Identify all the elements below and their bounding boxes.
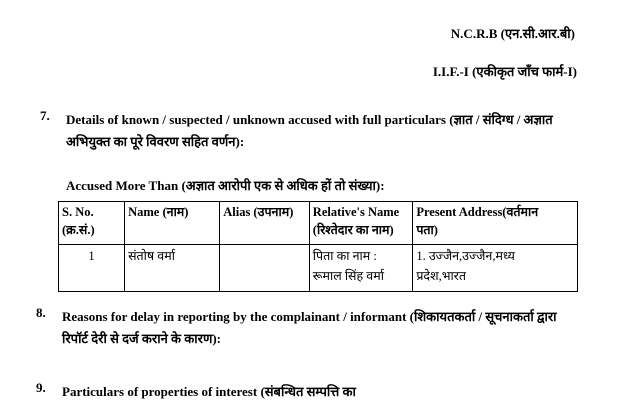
row-address-line-1: 1. उज्जैन,उज्जैन,मध्य bbox=[416, 249, 515, 263]
section-7-line-2: अभियुक्त का पूरे विवरण सहित वर्णन): bbox=[66, 134, 245, 149]
section-8-number: 8. bbox=[36, 305, 46, 320]
header-address-line-2: पता) bbox=[416, 223, 438, 237]
accused-more-than-label: Accused More Than (अज्ञात आरोपी एक से अधिक हों तो संख्या): bbox=[66, 178, 385, 193]
section-7-heading bbox=[66, 109, 553, 153]
form-title: I.I.F.-I (एकीकृत जाँच फार्म-I) bbox=[432, 64, 577, 79]
header-relative-en: Relative's Name bbox=[312, 205, 400, 219]
row-relative bbox=[309, 245, 413, 292]
header-name: Name (नाम) bbox=[125, 202, 220, 245]
header-relative bbox=[309, 202, 413, 245]
row-relative-line-2: रूमाल सिंह वर्मा bbox=[312, 269, 384, 283]
table-row bbox=[59, 245, 578, 292]
accused-table-header-row bbox=[59, 202, 578, 245]
row-name: संतोष वर्मा bbox=[125, 245, 220, 292]
row-relative-line-1: पिता का नाम : bbox=[312, 249, 377, 263]
header-address-line-1: Present Address(वर्तमान bbox=[416, 205, 539, 219]
row-alias bbox=[220, 245, 310, 292]
header-alias: Alias (उपनाम) bbox=[220, 202, 310, 245]
section-8-line-2: रिपॉर्ट देरी से दर्ज कराने के कारण): bbox=[62, 331, 222, 346]
section-8-heading bbox=[62, 306, 557, 350]
header-sno-en: S. No. bbox=[62, 205, 94, 219]
section-9-heading: Particulars of properties of interest (संबन्धित सम्पत्ति का bbox=[62, 384, 356, 399]
section-7-number: 7. bbox=[40, 108, 50, 123]
header-relative-hi: (रिश्तेदार का नाम) bbox=[312, 223, 394, 237]
ncrb-header: N.C.R.B (एन.सी.आर.बी) bbox=[450, 26, 575, 41]
row-sno: 1 bbox=[59, 245, 125, 292]
header-sno bbox=[59, 202, 125, 245]
header-sno-hi: (क्र.सं.) bbox=[62, 223, 95, 237]
section-9-number: 9. bbox=[36, 380, 46, 395]
header-address bbox=[413, 202, 578, 245]
accused-table bbox=[58, 201, 578, 292]
section-7-line-1: Details of known / suspected / unknown accused with full particulars (ज्ञात / संदिग्ध / अज्ञात bbox=[66, 112, 553, 127]
row-address bbox=[413, 245, 578, 292]
row-address-line-2: प्रदेश,भारत bbox=[416, 269, 466, 283]
section-8-line-1: Reasons for delay in reporting by the complainant / informant (शिकायतकर्ता / सूचनाकर्ता द्वारा bbox=[62, 309, 557, 324]
